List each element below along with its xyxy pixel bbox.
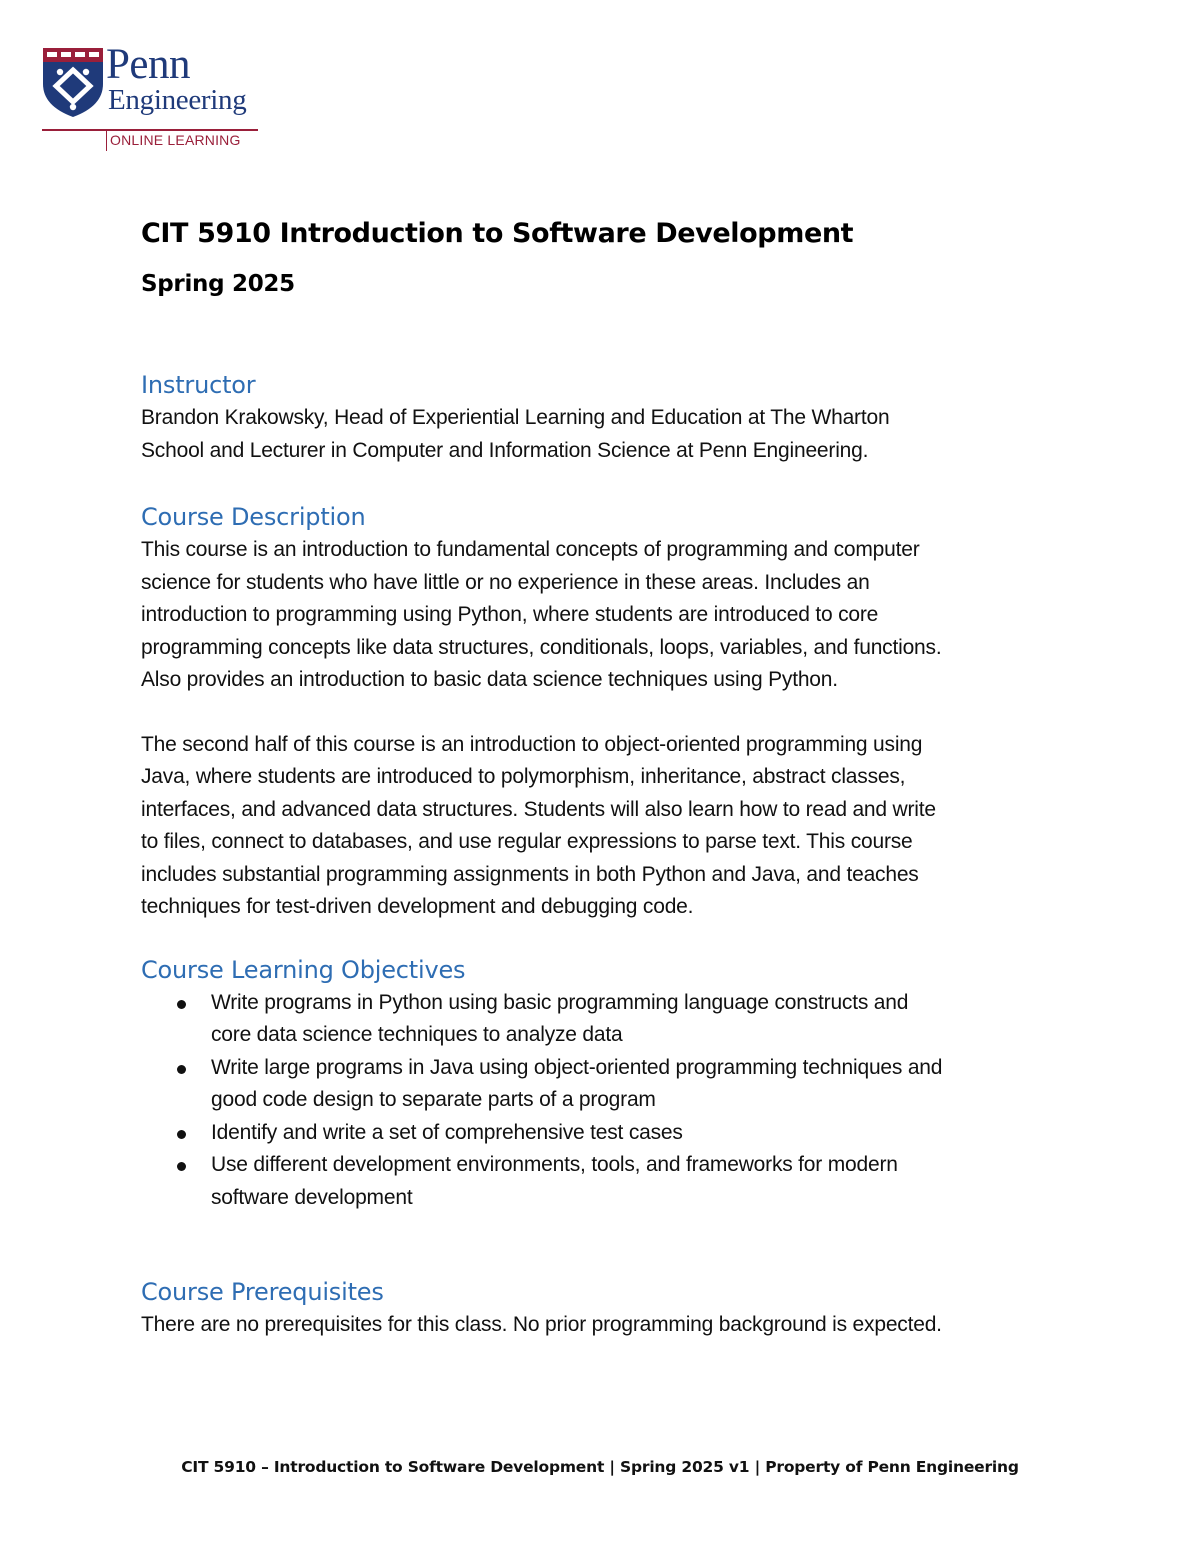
logo-penn-wordmark: Penn <box>106 41 190 88</box>
description-heading: Course Description <box>141 503 366 531</box>
description-line: includes substantial programming assignments in both Python and Java, and teaches <box>141 862 919 886</box>
description-line: programming concepts like data structures, conditionals, loops, variables, and functions. <box>141 635 942 659</box>
objective-line: software development <box>211 1185 413 1209</box>
objectives-section <box>141 953 1071 1215</box>
objective-item <box>211 1052 1071 1117</box>
prerequisites-heading: Course Prerequisites <box>141 1278 384 1306</box>
description-line: Java, where students are introduced to polymorphism, inheritance, abstract classes, <box>141 765 906 788</box>
penn-shield-icon <box>42 46 104 118</box>
prerequisites-text: There are no prerequisites for this class. No prior programming background is expected. <box>141 1313 942 1336</box>
objective-line: good code design to separate parts of a program <box>211 1088 656 1111</box>
objective-line: Write large programs in Java using object-oriented programming techniques and <box>211 1055 943 1079</box>
document-body <box>141 212 1071 1342</box>
logo-divider <box>42 129 258 131</box>
description-line: Also provides an introduction to basic data science techniques using Python. <box>141 668 838 691</box>
objectives-list <box>141 987 1071 1215</box>
penn-engineering-logo <box>42 41 262 154</box>
bullet-dot-icon <box>177 1130 186 1139</box>
bullet-dot-icon <box>177 1000 186 1009</box>
logo-online-learning: ONLINE LEARNING <box>110 132 241 148</box>
page-footer: CIT 5910 – Introduction to Software Development | Spring 2025 v1 | Property of Penn Engineering <box>181 1458 1019 1476</box>
objective-line: Write programs in Python using basic programming language constructs and <box>211 990 909 1014</box>
instructor-section <box>141 368 1071 467</box>
bullet-dot-icon <box>177 1065 186 1074</box>
instructor-heading: Instructor <box>141 371 256 399</box>
objective-line: Identify and write a set of comprehensive test cases <box>211 1120 683 1144</box>
description-line: science for students who have little or no experience in these areas. Includes an <box>141 570 870 594</box>
description-line: to files, connect to databases, and use regular expressions to parse text. This course <box>141 830 913 853</box>
objective-line: Use different development environments, tools, and frameworks for modern <box>211 1153 898 1176</box>
instructor-line: Brandon Krakowsky, Head of Experiential Learning and Education at The Wharton <box>141 406 890 429</box>
description-line: introduction to programming using Python, where students are introduced to core <box>141 603 879 626</box>
logo-vertical-divider <box>106 131 107 151</box>
document-term: Spring 2025 <box>141 271 295 297</box>
objective-item <box>211 987 1071 1052</box>
description-section <box>141 500 1071 924</box>
bullet-dot-icon <box>177 1162 186 1171</box>
description-line: techniques for test-driven development and debugging code. <box>141 895 694 918</box>
document-title: CIT 5910 Introduction to Software Development <box>141 218 854 249</box>
objectives-heading: Course Learning Objectives <box>141 955 466 984</box>
objective-item <box>211 1117 1071 1150</box>
description-line: interfaces, and advanced data structures. Students will also learn how to read and write <box>141 797 936 821</box>
description-line: The second half of this course is an introduction to object-oriented programming using <box>141 732 923 756</box>
instructor-line: School and Lecturer in Computer and Information Science at Penn Engineering. <box>141 438 869 462</box>
description-paragraph-2 <box>141 729 1071 924</box>
logo-engineering-wordmark: Engineering <box>108 84 247 116</box>
prerequisites-section <box>141 1275 1071 1342</box>
objective-line: core data science techniques to analyze data <box>211 1023 623 1046</box>
instructor-text <box>141 402 1071 467</box>
description-line: This course is an introduction to fundamental concepts of programming and computer <box>141 538 920 561</box>
description-paragraph-1 <box>141 534 1071 697</box>
objective-item <box>211 1149 1071 1214</box>
